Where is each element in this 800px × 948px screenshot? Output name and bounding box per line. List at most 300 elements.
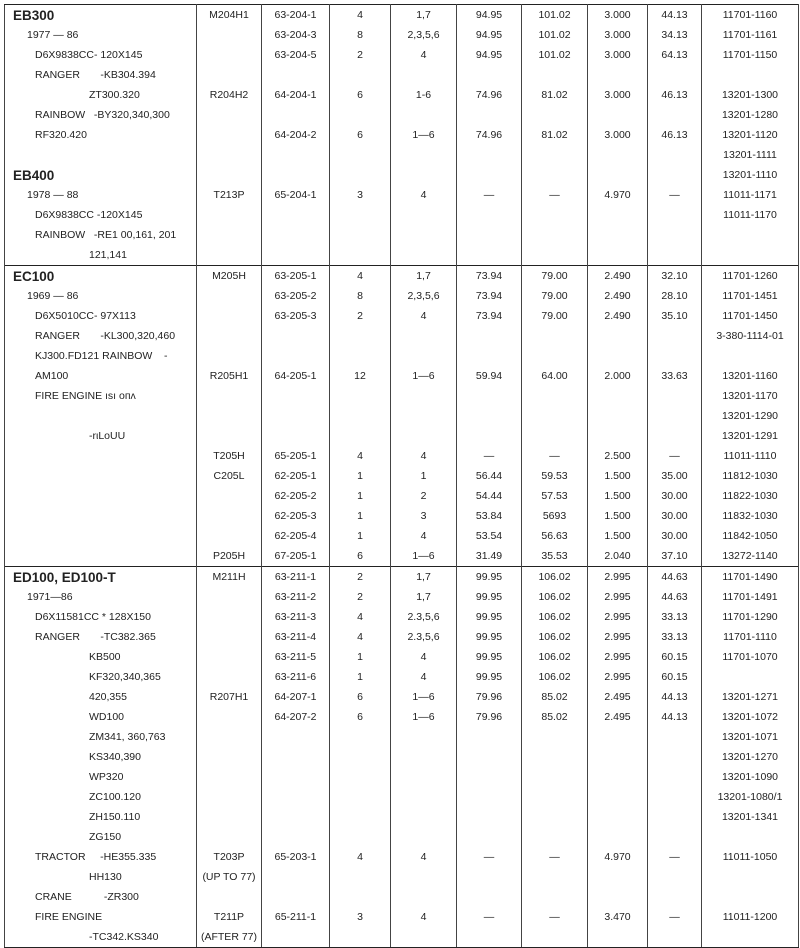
dimension-d-cell: 32.10 <box>648 266 702 287</box>
dimension-a-cell <box>457 867 522 887</box>
dimension-a-cell: 74.96 <box>457 125 522 145</box>
application-note-cell: RAINBOW -BY320,340,300 <box>5 105 197 125</box>
reference-number-cell: 13201-1090 <box>702 767 799 787</box>
model-code-cell <box>197 647 262 667</box>
dimension-b-cell <box>522 245 588 266</box>
engine-model-heading: EB300 <box>5 5 197 26</box>
dimension-d-cell <box>648 105 702 125</box>
dimension-b-cell: 106.02 <box>522 627 588 647</box>
dimension-c-cell <box>588 225 648 245</box>
dimension-d-cell: 44.13 <box>648 5 702 26</box>
dimension-b-cell <box>522 65 588 85</box>
application-note-cell <box>5 486 197 506</box>
cylinder-position-cell: 1—6 <box>391 687 457 707</box>
dimension-c-cell <box>588 927 648 948</box>
cylinder-position-cell <box>391 145 457 165</box>
model-code-cell: R205H1 <box>197 366 262 386</box>
dimension-c-cell <box>588 326 648 346</box>
quantity-cell: 8 <box>330 25 391 45</box>
dimension-c-cell <box>588 105 648 125</box>
reference-number-cell: 11011-1200 <box>702 907 799 927</box>
table-row <box>5 185 799 205</box>
model-code-cell <box>197 667 262 687</box>
cylinder-position-cell <box>391 767 457 787</box>
dimension-c-cell: 2.995 <box>588 587 648 607</box>
dimension-d-cell <box>648 225 702 245</box>
part-number-cell <box>262 787 330 807</box>
quantity-cell: 2 <box>330 306 391 326</box>
table-row <box>5 546 799 567</box>
dimension-c-cell <box>588 386 648 406</box>
cylinder-position-cell <box>391 245 457 266</box>
dimension-c-cell <box>588 65 648 85</box>
application-note-cell: 1969 — 86 <box>5 286 197 306</box>
quantity-cell <box>330 245 391 266</box>
dimension-b-cell: — <box>522 446 588 466</box>
application-note-cell: FIRE ENGINE ısı ᴏпᴧ <box>5 386 197 406</box>
dimension-c-cell <box>588 205 648 225</box>
cylinder-position-cell: 1,7 <box>391 567 457 588</box>
quantity-cell: 3 <box>330 185 391 205</box>
dimension-d-cell <box>648 767 702 787</box>
dimension-a-cell <box>457 346 522 366</box>
reference-number-cell <box>702 927 799 948</box>
dimension-c-cell <box>588 165 648 185</box>
dimension-a-cell <box>457 386 522 406</box>
model-code-cell <box>197 787 262 807</box>
dimension-b-cell <box>522 887 588 907</box>
dimension-b-cell: 106.02 <box>522 587 588 607</box>
part-number-cell: 63-211-1 <box>262 567 330 588</box>
part-number-cell <box>262 426 330 446</box>
table-row <box>5 827 799 847</box>
quantity-cell <box>330 887 391 907</box>
table-row <box>5 225 799 245</box>
dimension-c-cell: 4.970 <box>588 847 648 867</box>
table-row <box>5 266 799 287</box>
dimension-b-cell: 64.00 <box>522 366 588 386</box>
model-code-cell <box>197 707 262 727</box>
table-row <box>5 707 799 727</box>
cylinder-position-cell <box>391 887 457 907</box>
reference-number-cell: 13201-1341 <box>702 807 799 827</box>
dimension-b-cell: 5693 <box>522 506 588 526</box>
dimension-b-cell: 101.02 <box>522 25 588 45</box>
dimension-b-cell: 59.53 <box>522 466 588 486</box>
dimension-c-cell: 2.040 <box>588 546 648 567</box>
quantity-cell: 2 <box>330 567 391 588</box>
dimension-b-cell: 79.00 <box>522 306 588 326</box>
part-number-cell <box>262 326 330 346</box>
dimension-a-cell <box>457 326 522 346</box>
dimension-b-cell <box>522 205 588 225</box>
dimension-a-cell: — <box>457 907 522 927</box>
dimension-d-cell: 37.10 <box>648 546 702 567</box>
table-row <box>5 105 799 125</box>
dimension-c-cell: 1.500 <box>588 506 648 526</box>
dimension-b-cell: 57.53 <box>522 486 588 506</box>
part-number-cell <box>262 747 330 767</box>
model-code-cell <box>197 607 262 627</box>
dimension-d-cell <box>648 386 702 406</box>
quantity-cell: 3 <box>330 907 391 927</box>
cylinder-position-cell: 4 <box>391 667 457 687</box>
dimension-b-cell <box>522 346 588 366</box>
table-row <box>5 165 799 185</box>
part-number-cell: 63-204-1 <box>262 5 330 26</box>
table-row <box>5 687 799 707</box>
dimension-a-cell: 79.96 <box>457 707 522 727</box>
dimension-d-cell <box>648 827 702 847</box>
dimension-d-cell <box>648 887 702 907</box>
application-note-cell: RANGER -TC382.365 <box>5 627 197 647</box>
dimension-c-cell: 4.970 <box>588 185 648 205</box>
part-number-cell: 64-204-1 <box>262 85 330 105</box>
dimension-c-cell: 3.000 <box>588 45 648 65</box>
cylinder-position-cell: 1—6 <box>391 125 457 145</box>
cylinder-position-cell <box>391 105 457 125</box>
application-note-cell: ZC100.120 <box>5 787 197 807</box>
reference-number-cell: 11701-1150 <box>702 45 799 65</box>
dimension-c-cell <box>588 406 648 426</box>
cylinder-position-cell: 1—6 <box>391 546 457 567</box>
part-number-cell: 64-207-2 <box>262 707 330 727</box>
dimension-b-cell <box>522 406 588 426</box>
dimension-c-cell <box>588 145 648 165</box>
reference-number-cell: 11701-1491 <box>702 587 799 607</box>
dimension-a-cell: 59.94 <box>457 366 522 386</box>
dimension-d-cell <box>648 727 702 747</box>
table-row <box>5 867 799 887</box>
dimension-b-cell: 101.02 <box>522 5 588 26</box>
dimension-b-cell <box>522 827 588 847</box>
model-code-cell <box>197 225 262 245</box>
table-row <box>5 406 799 426</box>
model-code-cell <box>197 486 262 506</box>
dimension-b-cell <box>522 767 588 787</box>
model-code-cell <box>197 426 262 446</box>
model-code-cell: R207H1 <box>197 687 262 707</box>
application-note-cell: TRACTOR -HE355.335 <box>5 847 197 867</box>
quantity-cell: 8 <box>330 286 391 306</box>
dimension-c-cell <box>588 887 648 907</box>
table-row <box>5 747 799 767</box>
table-row <box>5 887 799 907</box>
model-code-cell <box>197 406 262 426</box>
application-note-cell <box>5 406 197 426</box>
dimension-d-cell <box>648 65 702 85</box>
model-code-cell <box>197 45 262 65</box>
dimension-a-cell: 99.95 <box>457 567 522 588</box>
table-row <box>5 927 799 948</box>
table-row <box>5 366 799 386</box>
table-row <box>5 125 799 145</box>
quantity-cell: 6 <box>330 546 391 567</box>
table-row <box>5 5 799 26</box>
table-row <box>5 667 799 687</box>
dimension-c-cell <box>588 727 648 747</box>
part-number-cell: 63-205-2 <box>262 286 330 306</box>
dimension-d-cell <box>648 205 702 225</box>
cylinder-position-cell: 1-6 <box>391 85 457 105</box>
quantity-cell <box>330 346 391 366</box>
part-number-cell <box>262 827 330 847</box>
reference-number-cell: 13272-1140 <box>702 546 799 567</box>
reference-number-cell: 13201-1280 <box>702 105 799 125</box>
dimension-d-cell: — <box>648 907 702 927</box>
part-number-cell <box>262 105 330 125</box>
part-number-cell: 62-205-2 <box>262 486 330 506</box>
dimension-b-cell: 106.02 <box>522 667 588 687</box>
dimension-b-cell <box>522 867 588 887</box>
model-code-cell: (AFTER 77) <box>197 927 262 948</box>
reference-number-cell <box>702 245 799 266</box>
part-number-cell <box>262 767 330 787</box>
cylinder-position-cell <box>391 326 457 346</box>
dimension-a-cell: 73.94 <box>457 306 522 326</box>
model-code-cell <box>197 887 262 907</box>
reference-number-cell: 13201-1270 <box>702 747 799 767</box>
table-row <box>5 907 799 927</box>
application-note-cell: 1977 — 86 <box>5 25 197 45</box>
part-number-cell: 63-205-3 <box>262 306 330 326</box>
table-row <box>5 245 799 266</box>
table-row <box>5 727 799 747</box>
part-number-cell <box>262 65 330 85</box>
application-note-cell: RANGER -KL300,320,460 <box>5 326 197 346</box>
dimension-b-cell: 85.02 <box>522 687 588 707</box>
cylinder-position-cell: 2.3,5,6 <box>391 627 457 647</box>
reference-number-cell <box>702 346 799 366</box>
model-code-cell <box>197 306 262 326</box>
dimension-c-cell: 1.500 <box>588 526 648 546</box>
quantity-cell: 1 <box>330 647 391 667</box>
dimension-d-cell: 30.00 <box>648 506 702 526</box>
application-note-cell: WD100 <box>5 707 197 727</box>
part-number-cell: 63-204-5 <box>262 45 330 65</box>
quantity-cell: 1 <box>330 506 391 526</box>
part-number-cell <box>262 386 330 406</box>
application-note-cell: WP320 <box>5 767 197 787</box>
dimension-a-cell: 31.49 <box>457 546 522 567</box>
dimension-d-cell: 60.15 <box>648 647 702 667</box>
table-row <box>5 627 799 647</box>
table-row <box>5 607 799 627</box>
model-code-cell <box>197 807 262 827</box>
part-number-cell: 63-205-1 <box>262 266 330 287</box>
dimension-c-cell: 2.500 <box>588 446 648 466</box>
cylinder-position-cell <box>391 827 457 847</box>
cylinder-position-cell: 4 <box>391 446 457 466</box>
model-code-cell <box>197 506 262 526</box>
engine-model-heading: EC100 <box>5 266 197 287</box>
reference-number-cell <box>702 225 799 245</box>
dimension-a-cell: 56.44 <box>457 466 522 486</box>
quantity-cell: 12 <box>330 366 391 386</box>
model-code-cell: T213P <box>197 185 262 205</box>
table-row <box>5 787 799 807</box>
reference-number-cell <box>702 867 799 887</box>
dimension-d-cell <box>648 406 702 426</box>
application-note-cell: RAINBOW -RE1 00,161, 201 <box>5 225 197 245</box>
part-number-cell: 63-211-2 <box>262 587 330 607</box>
table-row <box>5 587 799 607</box>
dimension-d-cell <box>648 927 702 948</box>
cylinder-position-cell <box>391 807 457 827</box>
cylinder-position-cell: 1—6 <box>391 707 457 727</box>
dimension-b-cell <box>522 927 588 948</box>
cylinder-position-cell: 4 <box>391 306 457 326</box>
quantity-cell: 4 <box>330 627 391 647</box>
dimension-b-cell: 56.63 <box>522 526 588 546</box>
quantity-cell <box>330 747 391 767</box>
model-code-cell <box>197 747 262 767</box>
dimension-d-cell <box>648 346 702 366</box>
dimension-b-cell <box>522 225 588 245</box>
model-code-cell <box>197 346 262 366</box>
cylinder-position-cell: 4 <box>391 847 457 867</box>
model-code-cell <box>197 105 262 125</box>
quantity-cell: 4 <box>330 266 391 287</box>
dimension-a-cell <box>457 105 522 125</box>
reference-number-cell: 11011-1170 <box>702 205 799 225</box>
dimension-d-cell: 33.13 <box>648 607 702 627</box>
dimension-c-cell: 3.000 <box>588 125 648 145</box>
reference-number-cell: 11011-1050 <box>702 847 799 867</box>
application-note-cell: KB500 <box>5 647 197 667</box>
quantity-cell: 4 <box>330 607 391 627</box>
reference-number-cell: 13201-1071 <box>702 727 799 747</box>
quantity-cell <box>330 145 391 165</box>
table-row <box>5 65 799 85</box>
cylinder-position-cell <box>391 747 457 767</box>
reference-number-cell: 13201-1111 <box>702 145 799 165</box>
reference-number-cell: 13201-1072 <box>702 707 799 727</box>
application-note-cell: HH130 <box>5 867 197 887</box>
dimension-d-cell: 35.10 <box>648 306 702 326</box>
dimension-a-cell <box>457 767 522 787</box>
table-row <box>5 506 799 526</box>
quantity-cell: 6 <box>330 125 391 145</box>
application-note-cell <box>5 145 197 165</box>
table-row <box>5 386 799 406</box>
dimension-c-cell: 2.490 <box>588 306 648 326</box>
model-code-cell <box>197 205 262 225</box>
reference-number-cell: 11842-1050 <box>702 526 799 546</box>
dimension-b-cell <box>522 386 588 406</box>
quantity-cell: 4 <box>330 5 391 26</box>
model-code-cell: M204H1 <box>197 5 262 26</box>
cylinder-position-cell <box>391 927 457 948</box>
dimension-b-cell: — <box>522 907 588 927</box>
dimension-b-cell <box>522 165 588 185</box>
model-code-cell: (UP TO 77) <box>197 867 262 887</box>
dimension-a-cell: — <box>457 847 522 867</box>
dimension-b-cell <box>522 727 588 747</box>
dimension-d-cell: 28.10 <box>648 286 702 306</box>
part-number-cell: 63-211-4 <box>262 627 330 647</box>
cylinder-position-cell <box>391 406 457 426</box>
application-note-cell: D6X11581CC * 128X150 <box>5 607 197 627</box>
dimension-a-cell <box>457 406 522 426</box>
dimension-b-cell <box>522 326 588 346</box>
part-number-cell <box>262 867 330 887</box>
reference-number-cell: 11011-1171 <box>702 185 799 205</box>
model-code-cell <box>197 326 262 346</box>
quantity-cell <box>330 326 391 346</box>
quantity-cell <box>330 205 391 225</box>
dimension-a-cell: 73.94 <box>457 286 522 306</box>
reference-number-cell: 13201-1120 <box>702 125 799 145</box>
dimension-c-cell <box>588 807 648 827</box>
dimension-d-cell: 35.00 <box>648 466 702 486</box>
model-code-cell <box>197 125 262 145</box>
reference-number-cell: 11701-1260 <box>702 266 799 287</box>
dimension-c-cell <box>588 426 648 446</box>
part-number-cell: 62-205-3 <box>262 506 330 526</box>
dimension-a-cell: 99.95 <box>457 587 522 607</box>
reference-number-cell: 13201-1160 <box>702 366 799 386</box>
dimension-a-cell: 99.95 <box>457 647 522 667</box>
cylinder-position-cell: 2.3,5,6 <box>391 607 457 627</box>
dimension-d-cell <box>648 245 702 266</box>
dimension-c-cell: 3.000 <box>588 5 648 26</box>
part-number-cell <box>262 205 330 225</box>
table-row <box>5 286 799 306</box>
dimension-b-cell: 79.00 <box>522 286 588 306</box>
model-code-cell: P205H <box>197 546 262 567</box>
application-note-cell: -TC342.KS340 <box>5 927 197 948</box>
dimension-b-cell <box>522 747 588 767</box>
dimension-d-cell: — <box>648 185 702 205</box>
dimension-c-cell: 2.495 <box>588 707 648 727</box>
reference-number-cell: 11812-1030 <box>702 466 799 486</box>
table-row <box>5 466 799 486</box>
dimension-d-cell: 44.13 <box>648 707 702 727</box>
quantity-cell <box>330 406 391 426</box>
cylinder-position-cell <box>391 205 457 225</box>
model-code-cell: M205H <box>197 266 262 287</box>
quantity-cell <box>330 767 391 787</box>
application-note-cell: D6X9838CC -120X145 <box>5 205 197 225</box>
part-number-cell <box>262 807 330 827</box>
cylinder-position-cell <box>391 867 457 887</box>
model-code-cell <box>197 145 262 165</box>
table-row <box>5 25 799 45</box>
quantity-cell <box>330 426 391 446</box>
dimension-a-cell <box>457 165 522 185</box>
engine-model-heading: ED100, ED100-T <box>5 567 197 588</box>
model-code-cell <box>197 587 262 607</box>
dimension-b-cell: 106.02 <box>522 607 588 627</box>
table-row <box>5 326 799 346</box>
part-number-cell: 67-205-1 <box>262 546 330 567</box>
cylinder-position-cell: 4 <box>391 647 457 667</box>
quantity-cell <box>330 165 391 185</box>
application-note-cell: AM100 <box>5 366 197 386</box>
dimension-c-cell: 2.490 <box>588 266 648 287</box>
quantity-cell: 1 <box>330 526 391 546</box>
dimension-b-cell: 35.53 <box>522 546 588 567</box>
dimension-a-cell <box>457 727 522 747</box>
quantity-cell <box>330 927 391 948</box>
application-note-cell: RF320.420 <box>5 125 197 145</box>
quantity-cell: 2 <box>330 587 391 607</box>
cylinder-position-cell <box>391 65 457 85</box>
reference-number-cell: 11701-1290 <box>702 607 799 627</box>
dimension-c-cell <box>588 767 648 787</box>
reference-number-cell: 3-380-1114-01 <box>702 326 799 346</box>
